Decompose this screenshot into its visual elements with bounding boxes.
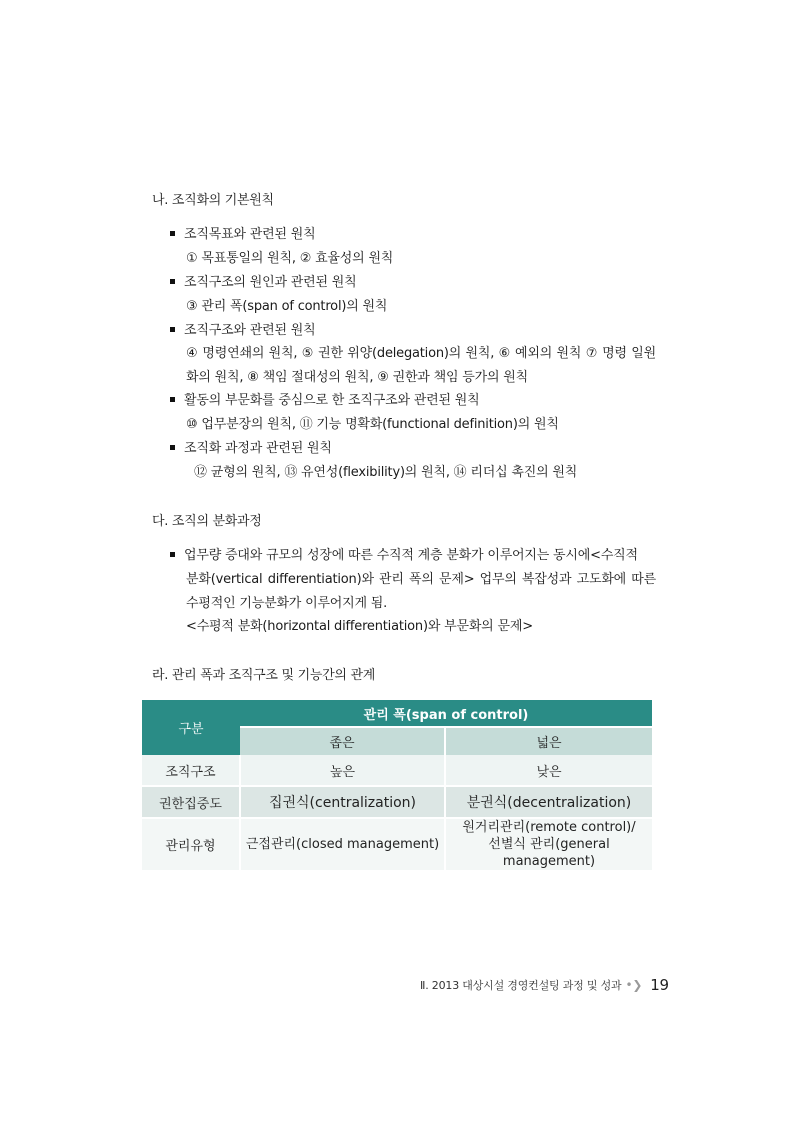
table-cell: 낮은: [445, 755, 652, 786]
bullet-square-icon: [170, 445, 175, 450]
section-heading-na: 나. 조직화의 기본원칙: [152, 193, 274, 208]
table-cell: [445, 818, 652, 870]
bullet-item: [170, 437, 332, 456]
bullet-square-icon: [170, 231, 175, 236]
bullet-square-icon: [170, 552, 175, 557]
bullet-item: [170, 319, 315, 338]
bullet-text: 활동의 부문화를 중심으로 한 조직구조와 관련된 원칙: [184, 393, 480, 408]
chevron-right-icon: •❯: [625, 978, 643, 992]
bullet-square-icon: [170, 397, 175, 402]
bullet-square-icon: [170, 279, 175, 284]
bullet-item: [170, 544, 638, 563]
sub-item: ⑩ 업무분장의 원칙, ⑪ 기능 명확화(functional definition)의 원칙: [186, 417, 559, 432]
table-cell: 높은: [240, 755, 445, 786]
table-cell-line: 원거리관리(remote control)/: [462, 820, 636, 835]
bullet-text-continued: 수평적인 기능분화가 이루어지게 됨.: [186, 596, 388, 611]
table-corner-header: 구분: [142, 700, 240, 755]
sub-item-continued: 화의 원칙, ⑧ 책임 절대성의 원칙, ⑨ 권한과 책임 등가의 원칙: [186, 370, 528, 385]
page-footer: [420, 975, 669, 993]
table-row: [142, 818, 652, 870]
bullet-text: 조직구조와 관련된 원칙: [184, 323, 316, 338]
bullet-item: [170, 389, 479, 408]
table-group-header: 관리 폭(span of control): [240, 700, 652, 727]
bullet-text: 조직목표와 관련된 원칙: [184, 227, 316, 242]
sub-item: ① 목표통일의 원칙, ② 효율성의 원칙: [186, 251, 394, 266]
bullet-item: [170, 271, 356, 290]
bullet-item: [170, 223, 315, 242]
table-col-header-wide: 넓은: [445, 727, 652, 755]
bullet-text-continued: 분화(vertical differentiation)와 관리 폭의 문제> 업무의 복잡성과 고도화에 따른: [186, 572, 656, 587]
table-row-label: 조직구조: [142, 755, 240, 786]
bullet-text: 조직구조의 원인과 관련된 원칙: [184, 275, 357, 290]
sub-item: ③ 관리 폭(span of control)의 원칙: [186, 299, 388, 314]
footer-chapter-title: Ⅱ. 2013 대상시설 경영컨설팅 과정 및 성과: [420, 979, 622, 992]
table-row: [142, 786, 652, 818]
table-row-label: 관리유형: [142, 818, 240, 870]
section-heading-ra: 라. 관리 폭과 조직구조 및 기능간의 관계: [152, 668, 375, 683]
bullet-text: 업무량 증대와 규모의 성장에 따른 수직적 계층 분화가 이루어지는 동시에<수직적: [184, 548, 638, 563]
table-row: [142, 755, 652, 786]
bullet-text: 조직화 과정과 관련된 원칙: [184, 441, 332, 456]
bullet-square-icon: [170, 327, 175, 332]
sub-item: ⑫ 균형의 원칙, ⑬ 유연성(flexibility)의 원칙, ⑭ 리더십 촉진의 원칙: [194, 465, 578, 480]
table-col-header-narrow: 좁은: [240, 727, 445, 755]
table-cell: 분권식(decentralization): [445, 786, 652, 818]
table-cell: 근접관리(closed management): [240, 818, 445, 870]
table-row-label: 권한집중도: [142, 786, 240, 818]
table-cell-line: 선별식 관리(general management): [488, 837, 610, 869]
page-number: 19: [650, 976, 669, 994]
span-of-control-table: [142, 700, 652, 870]
section-heading-da: 다. 조직의 분화과정: [152, 514, 262, 529]
table-cell: 집권식(centralization): [240, 786, 445, 818]
sub-item: ④ 명령연쇄의 원칙, ⑤ 권한 위양(delegation)의 원칙, ⑥ 예외의 원칙 ⑦ 명령 일원: [186, 346, 656, 361]
bullet-text-continued: <수평적 분화(horizontal differentiation)와 부문화의 문제>: [186, 619, 533, 634]
